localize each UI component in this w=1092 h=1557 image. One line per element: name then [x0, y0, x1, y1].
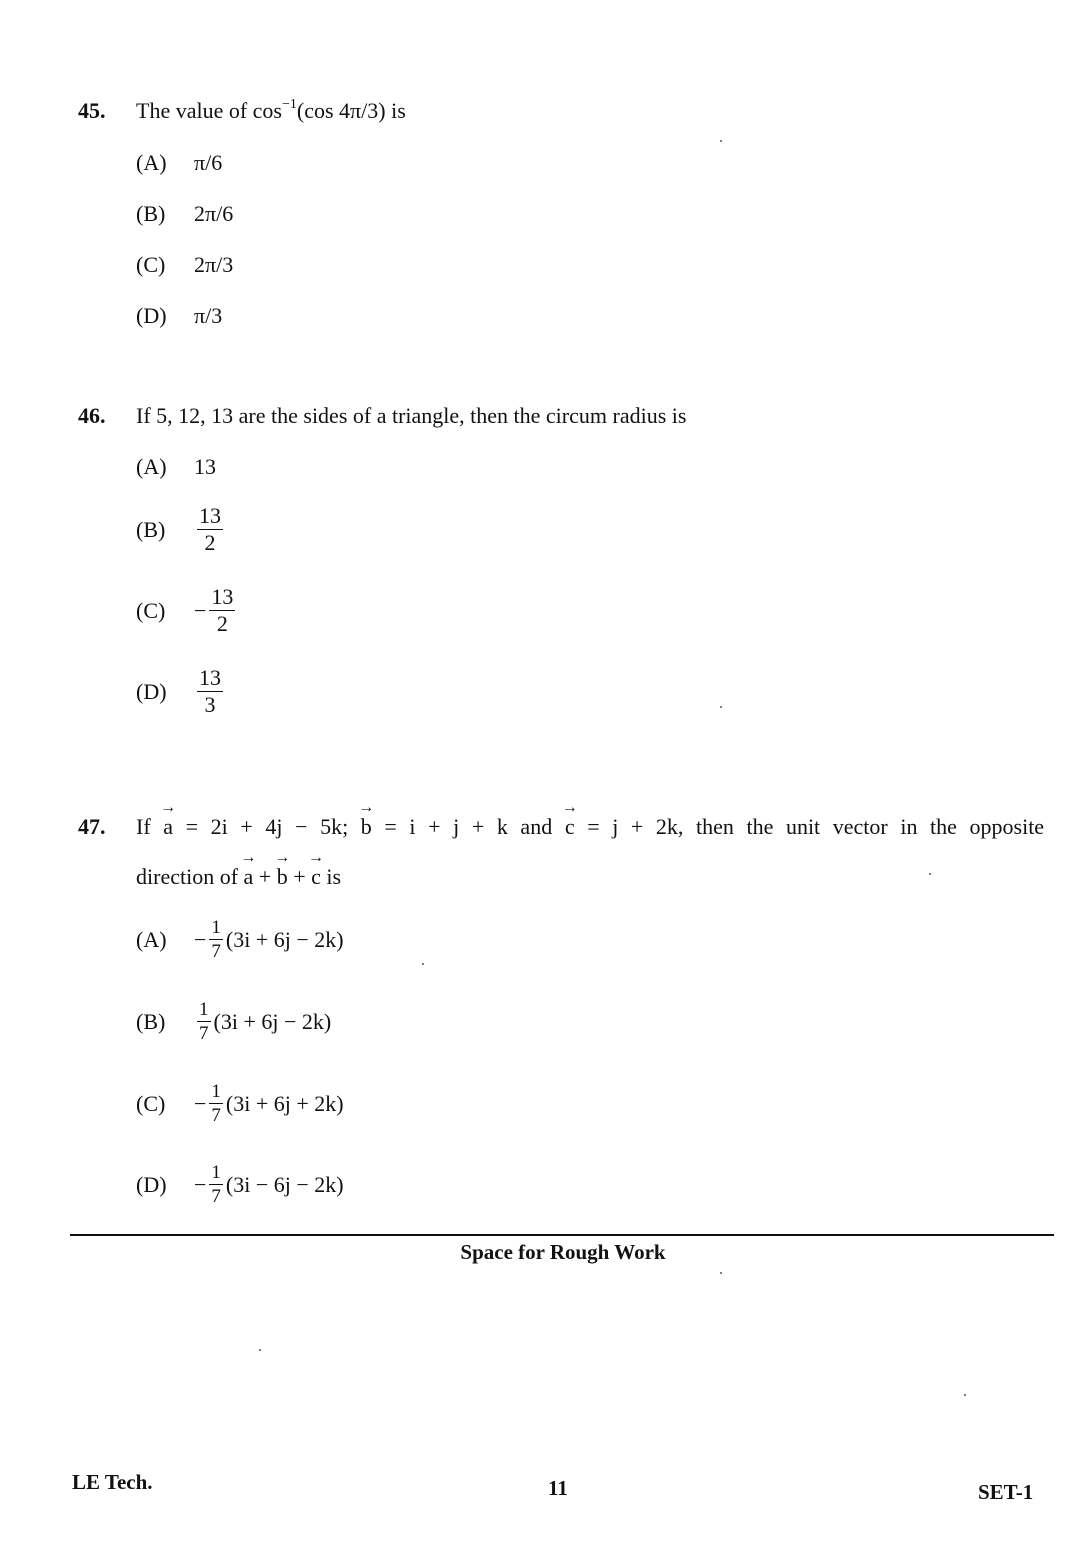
option-expression: (3i − 6j − 2k) — [225, 1171, 344, 1197]
option-label: (A) — [136, 150, 167, 175]
vector-b-definition: = i + j + k and — [384, 814, 553, 839]
option-sign: − — [194, 1090, 207, 1116]
option-label: (A) — [136, 926, 167, 952]
option-label: (B) — [136, 201, 166, 226]
option-expression: (3i + 6j + 2k) — [225, 1090, 344, 1116]
scan-speck — [259, 1349, 261, 1351]
question-45-option-b[interactable] — [136, 201, 233, 227]
option-label: (D) — [136, 678, 167, 704]
rough-work-divider — [70, 1234, 1054, 1236]
fraction — [209, 1163, 223, 1206]
stem-text: direction of — [136, 864, 239, 889]
scan-speck — [720, 140, 722, 142]
plus-sign: + — [293, 864, 306, 889]
fraction — [197, 667, 223, 716]
rough-work-heading: Space for Rough Work — [460, 1240, 666, 1264]
fraction-numerator: 13 — [199, 665, 221, 690]
vector-b: → b — [361, 814, 372, 840]
question-47-number: 47. — [78, 814, 106, 839]
fraction-numerator: 1 — [199, 999, 209, 1020]
option-text: 2π/3 — [194, 252, 234, 277]
question-46-option-c[interactable] — [136, 586, 235, 635]
question-46-option-d[interactable] — [136, 667, 223, 716]
option-text: 2π/6 — [194, 201, 234, 226]
vector-c: → c — [311, 864, 321, 890]
question-47-option-d[interactable] — [136, 1163, 344, 1206]
option-label: (B) — [136, 1008, 166, 1034]
question-47-option-c[interactable] — [136, 1082, 344, 1125]
fraction-denominator: 7 — [211, 1186, 221, 1207]
question-47-stem-line-2 — [136, 864, 341, 890]
vector-c: → c — [565, 814, 575, 840]
option-text: π/6 — [194, 150, 223, 175]
scan-speck — [929, 873, 931, 875]
question-45-stem-suffix: (cos 4π/3) is — [296, 98, 406, 123]
stem-text: is — [326, 864, 342, 889]
fraction-denominator: 7 — [199, 1023, 209, 1044]
stem-word: If — [136, 814, 151, 839]
question-45-option-a[interactable] — [136, 150, 222, 176]
option-expression: (3i + 6j − 2k) — [225, 926, 344, 952]
question-46-stem: If 5, 12, 13 are the sides of a triangle, then the circum radius is — [136, 403, 687, 428]
option-label: (D) — [136, 1171, 167, 1197]
fraction-numerator: 1 — [211, 1081, 221, 1102]
question-45-number: 45. — [78, 98, 106, 123]
question-46-option-b[interactable] — [136, 505, 223, 554]
fraction — [197, 505, 223, 554]
fraction — [209, 918, 223, 961]
option-label: (A) — [136, 454, 167, 479]
fraction-numerator: 13 — [199, 503, 221, 528]
option-sign: − — [194, 1171, 207, 1197]
option-text: 13 — [194, 454, 216, 479]
question-46-option-a[interactable] — [136, 454, 216, 480]
vector-a-definition: = 2i + 4j − 5k; — [185, 814, 349, 839]
question-47-option-a[interactable] — [136, 918, 344, 961]
option-label: (C) — [136, 597, 166, 623]
fraction-denominator: 2 — [216, 611, 228, 636]
fraction-denominator: 7 — [211, 1105, 221, 1126]
page-number: 11 — [548, 1476, 568, 1500]
fraction — [209, 586, 235, 635]
fraction-numerator: 1 — [211, 917, 221, 938]
question-45-stem — [136, 98, 406, 124]
fraction-denominator: 2 — [204, 530, 216, 555]
option-text: π/3 — [194, 303, 223, 328]
fraction — [209, 1082, 223, 1125]
option-sign: − — [194, 926, 207, 952]
question-47-option-b[interactable] — [136, 1000, 331, 1043]
option-sign: − — [194, 597, 207, 623]
footer-course-name: LE Tech. — [72, 1470, 153, 1494]
scan-speck — [720, 1272, 722, 1274]
scan-speck — [422, 963, 424, 965]
scan-speck — [964, 1394, 966, 1396]
scan-speck — [720, 706, 722, 708]
plus-sign: + — [258, 864, 272, 889]
fraction-numerator: 1 — [211, 1162, 221, 1183]
question-45-option-d[interactable] — [136, 303, 222, 329]
fraction-numerator: 13 — [211, 584, 234, 609]
vector-b: → b — [277, 864, 288, 890]
option-label: (C) — [136, 1090, 166, 1116]
fraction-denominator: 3 — [204, 692, 216, 717]
option-label: (B) — [136, 516, 166, 542]
vector-a: → a — [244, 864, 254, 890]
vector-a: → a — [163, 814, 173, 840]
question-45-stem-exponent: −1 — [282, 96, 297, 112]
vector-c-definition: = j + 2k, then the unit vector in the opposite — [587, 814, 1045, 839]
option-label: (D) — [136, 303, 167, 328]
footer-set-code: SET-1 — [978, 1480, 1034, 1504]
option-expression: (3i + 6j − 2k) — [213, 1008, 332, 1034]
question-45-stem-prefix: The value of cos — [136, 98, 282, 123]
fraction — [197, 1000, 211, 1043]
question-46-number: 46. — [78, 403, 106, 428]
question-45-option-c[interactable] — [136, 252, 233, 278]
fraction-denominator: 7 — [211, 941, 221, 962]
option-label: (C) — [136, 252, 166, 277]
question-47-stem-line-1 — [136, 814, 1044, 840]
